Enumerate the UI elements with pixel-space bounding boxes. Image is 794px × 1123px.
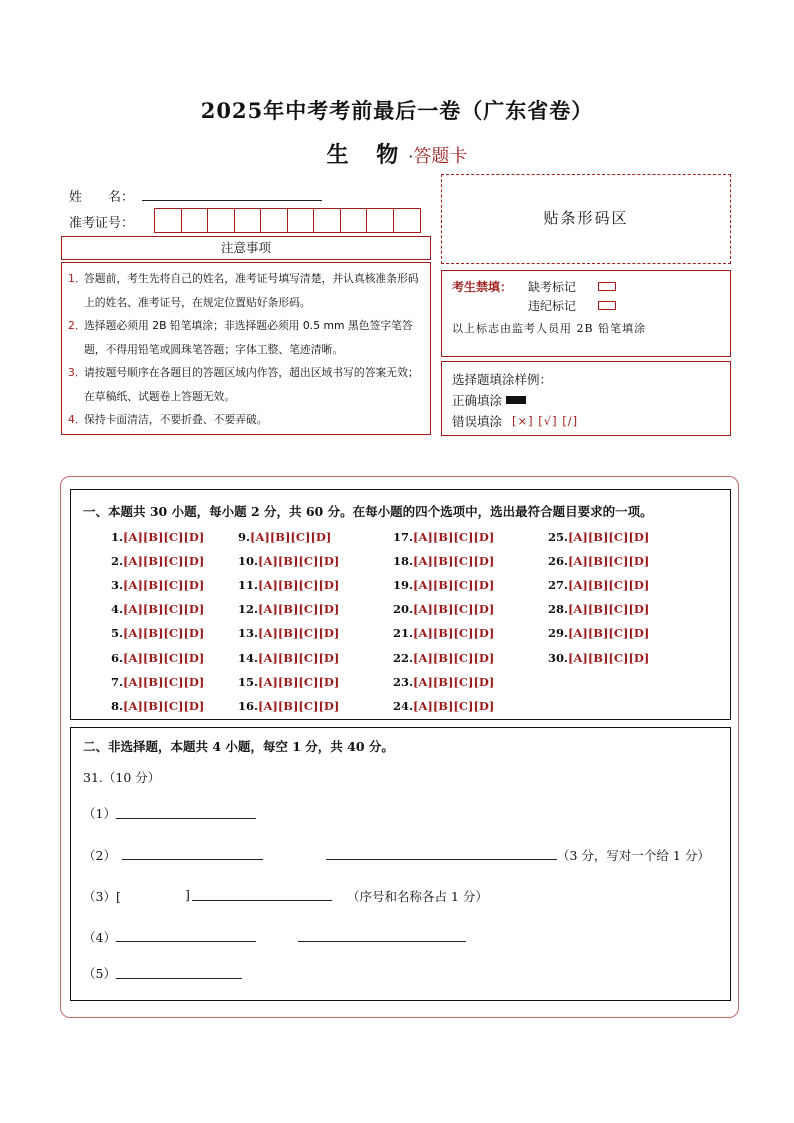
answer-options[interactable]: [A][B][C][D] <box>258 602 340 617</box>
answer-options[interactable]: [A][B][C][D] <box>413 578 495 593</box>
choice-question[interactable] <box>548 651 649 665</box>
answer-options[interactable]: [A][B][C][D] <box>568 578 650 593</box>
answer-options[interactable]: [A][B][C][D] <box>123 674 205 689</box>
question-number: 19. <box>393 578 414 593</box>
answer-line[interactable] <box>116 818 256 819</box>
answer-options[interactable]: [A][B][C][D] <box>258 674 340 689</box>
name-field[interactable] <box>142 200 322 201</box>
question-number: 23. <box>393 674 414 689</box>
note-text: 保持卡面清洁，不要折叠、不要弄破。 <box>84 413 268 426</box>
id-digit-box[interactable] <box>394 209 421 232</box>
question-number: 14. <box>238 650 259 665</box>
answer-options[interactable]: [A][B][C][D] <box>123 698 205 713</box>
id-digit-box[interactable] <box>208 209 235 232</box>
choice-question[interactable] <box>111 554 204 568</box>
choice-question[interactable] <box>393 530 494 544</box>
answer-options[interactable]: [A][B][C][D] <box>413 650 495 665</box>
question-number: 12. <box>238 602 259 617</box>
choice-question[interactable] <box>111 675 204 689</box>
choice-question[interactable] <box>111 530 204 544</box>
note-text: 答题前，考生先将自己的姓名，准考证号填写清楚，并认真核准条形码上的姓名、准考证号，在规定位置贴好条形码。 <box>84 272 419 309</box>
id-digit-box[interactable] <box>367 209 394 232</box>
id-digit-box[interactable] <box>235 209 262 232</box>
answer-options[interactable]: [A][B][C][D] <box>568 650 650 665</box>
violation-mark-box[interactable] <box>598 301 616 310</box>
choice-question[interactable] <box>238 651 339 665</box>
question-number: 22. <box>393 650 414 665</box>
answer-options[interactable]: [A][B][C][D] <box>123 626 205 641</box>
question-number: 15. <box>238 674 259 689</box>
part-1-label: （1） <box>83 806 116 821</box>
correct-fill-label: 正确填涂 <box>452 392 503 408</box>
answer-options[interactable]: [A][B][C][D] <box>258 626 340 641</box>
id-digit-box[interactable] <box>288 209 315 232</box>
free-response-section <box>70 727 731 1001</box>
sample-heading: 选择题填涂样例： <box>452 371 553 387</box>
question-number: 30. <box>548 650 569 665</box>
question-number: 3. <box>111 578 124 593</box>
exam-id-boxes[interactable] <box>154 208 421 233</box>
part-2-note: （3 分，写对一个给 1 分） <box>557 848 710 863</box>
answer-options[interactable]: [A][B][C][D] <box>258 554 340 569</box>
note-number: 2． <box>68 319 86 332</box>
answer-line[interactable] <box>116 978 242 979</box>
note-item <box>68 408 424 432</box>
id-digit-box[interactable] <box>182 209 209 232</box>
choice-question[interactable] <box>238 699 339 713</box>
id-digit-box[interactable] <box>261 209 288 232</box>
choice-question[interactable] <box>111 602 204 616</box>
answer-options[interactable]: [A][B][C][D] <box>250 530 332 544</box>
answer-options[interactable]: [A][B][C][D] <box>568 554 650 569</box>
answer-options[interactable]: [A][B][C][D] <box>123 530 205 544</box>
answer-options[interactable]: [A][B][C][D] <box>123 578 205 593</box>
part-5-label: （5） <box>83 966 116 981</box>
choice-question[interactable] <box>111 651 204 665</box>
page-title: 2025年中考考前最后一卷（广东省卷） <box>200 98 594 123</box>
answer-line[interactable] <box>122 859 263 860</box>
notes-panel <box>61 262 431 435</box>
choice-question[interactable] <box>238 602 339 616</box>
answer-line[interactable] <box>192 900 332 901</box>
question-number: 8. <box>111 698 124 713</box>
forbidden-panel <box>441 270 731 357</box>
question-number: 17. <box>393 530 414 544</box>
choice-question[interactable] <box>548 578 649 592</box>
choice-question[interactable] <box>548 602 649 616</box>
subject-name: 生 物 <box>326 142 409 168</box>
choice-question[interactable] <box>548 626 649 640</box>
barcode-area: 贴条形码区 <box>441 174 731 264</box>
question-number: 1. <box>111 530 124 544</box>
subject-line <box>0 138 794 169</box>
choice-question[interactable] <box>238 626 339 640</box>
question-number: 26. <box>548 554 569 569</box>
question-number: 6. <box>111 650 124 665</box>
question-number: 11. <box>238 578 259 593</box>
choice-question[interactable] <box>111 626 204 640</box>
part-3-label: （3）[ <box>83 889 121 904</box>
answer-line[interactable] <box>116 941 256 942</box>
choice-question[interactable] <box>393 578 494 592</box>
question-number: 4. <box>111 602 124 617</box>
question-number: 18. <box>393 554 414 569</box>
part-4-label: （4） <box>83 930 116 945</box>
absent-label: 缺考标记 <box>528 280 577 294</box>
question-number: 27. <box>548 578 569 593</box>
question-number: 10. <box>238 554 259 569</box>
question-number: 21. <box>393 626 414 641</box>
question-number: 24. <box>393 698 414 713</box>
choice-question[interactable] <box>111 578 204 592</box>
choice-question[interactable] <box>548 530 649 544</box>
id-label: 准考证号： <box>69 216 135 231</box>
fill-sample-panel <box>441 361 731 436</box>
answer-options[interactable]: [A][B][C][D] <box>413 530 495 544</box>
violation-label: 违纪标记 <box>528 299 577 313</box>
wrong-fill-label: 错误填涂 <box>452 413 503 429</box>
note-item <box>68 361 424 408</box>
question-number: 28. <box>548 602 569 617</box>
answer-options[interactable]: [A][B][C][D] <box>413 698 495 713</box>
note-number: 1． <box>68 272 86 285</box>
question-number: 5. <box>111 626 124 641</box>
note-text: 请按题号顺序在各题目的答题区域内作答，超出区域书写的答案无效；在草稿纸、试题卷上答题无效。 <box>84 366 419 403</box>
answer-options[interactable]: [A][B][C][D] <box>413 554 495 569</box>
question-number: 16. <box>238 698 259 713</box>
answer-line[interactable] <box>298 941 466 942</box>
answer-options[interactable]: [A][B][C][D] <box>258 698 340 713</box>
absent-mark-box[interactable] <box>598 282 616 291</box>
section2-title: 二、非选择题，本题共 4 小题，每空 1 分，共 40 分。 <box>83 739 394 754</box>
question-number: 13. <box>238 626 259 641</box>
note-item <box>68 267 424 314</box>
question-number: 2. <box>111 554 124 569</box>
question-31-label: 31.（10 分） <box>83 770 161 785</box>
answer-options[interactable]: [A][B][C][D] <box>568 530 650 544</box>
answer-options[interactable]: [A][B][C][D] <box>258 578 340 593</box>
part-2-label: （2） <box>83 848 116 863</box>
answer-options[interactable]: [A][B][C][D] <box>123 602 205 617</box>
answer-options[interactable]: [A][B][C][D] <box>568 602 650 617</box>
notes-heading: 注意事项 <box>61 236 431 260</box>
question-number: 29. <box>548 626 569 641</box>
section1-title: 一、本题共 30 小题，每小题 2 分，共 60 分。在每小题的四个选项中，选出最符合题目要求的一项。 <box>83 504 653 519</box>
question-number: 9. <box>238 530 251 544</box>
part-3-bracket-close: ] <box>185 887 190 902</box>
id-digit-box[interactable] <box>341 209 368 232</box>
choice-question[interactable] <box>393 699 494 713</box>
choice-question[interactable] <box>238 578 339 592</box>
note-item <box>68 314 424 361</box>
choice-question[interactable] <box>238 530 331 544</box>
choice-question[interactable] <box>393 675 494 689</box>
choice-question[interactable] <box>393 651 494 665</box>
question-number: 20. <box>393 602 414 617</box>
answer-options[interactable]: [A][B][C][D] <box>258 650 340 665</box>
choice-question[interactable] <box>393 554 494 568</box>
answer-options[interactable]: [A][B][C][D] <box>413 626 495 641</box>
id-digit-box[interactable] <box>314 209 341 232</box>
name-label: 姓 名： <box>69 190 135 205</box>
card-label: 答题卡 <box>413 146 468 167</box>
answer-options[interactable]: [A][B][C][D] <box>123 554 205 569</box>
answer-options[interactable]: [A][B][C][D] <box>413 602 495 617</box>
multiple-choice-section <box>70 489 731 720</box>
id-digit-box[interactable] <box>155 209 182 232</box>
choice-question[interactable] <box>393 602 494 616</box>
answer-options[interactable]: [A][B][C][D] <box>413 674 495 689</box>
note-text: 选择题必须用 2B 铅笔填涂；非选择题必须用 0.5 mm 黑色签字笔答题，不得用铅笔或圆珠笔答题；字体工整、笔迹清晰。 <box>84 319 413 356</box>
part-3-note: （序号和名称各占 1 分） <box>347 889 488 904</box>
forbidden-heading: 考生禁填： <box>452 280 513 294</box>
choice-question[interactable] <box>238 554 339 568</box>
answer-options[interactable]: [A][B][C][D] <box>123 650 205 665</box>
question-number: 7. <box>111 674 124 689</box>
choice-question[interactable] <box>393 626 494 640</box>
answer-line[interactable] <box>326 859 557 860</box>
choice-question[interactable] <box>111 699 204 713</box>
filled-mark-icon <box>506 396 526 404</box>
note-number: 3． <box>68 366 86 379</box>
choice-question[interactable] <box>238 675 339 689</box>
wrong-fill-marks: [×] [√] [/] <box>512 413 579 428</box>
subject-dot: · <box>408 147 414 166</box>
note-number: 4． <box>68 413 86 426</box>
question-number: 25. <box>548 530 569 544</box>
choice-question[interactable] <box>548 554 649 568</box>
answer-options[interactable]: [A][B][C][D] <box>568 626 650 641</box>
forbidden-note: 以上标志由监考人员用 2B 铅笔填涂 <box>452 322 647 335</box>
